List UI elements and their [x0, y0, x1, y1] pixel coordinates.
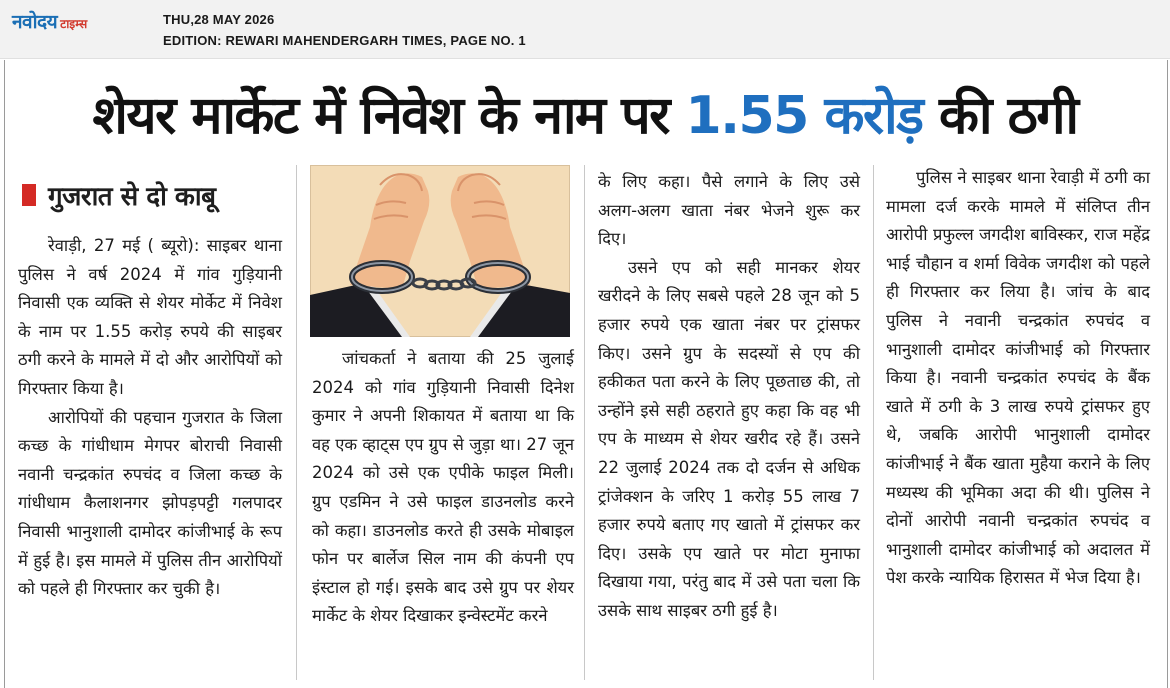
column-4-paragraph-1: पुलिस ने साइबर थाना रेवाड़ी में ठगी का मामला दर्ज करके मामले में संलिप्त तीन आरोपी प्रफुल्ल जगदीश बाविस्कर, राज महेंद्र भाई चौहान व शर्मा विवेक जगदीश को पहले ही गिरफ्तार कर लिया है। जांच के बाद पुलिस ने नवानी चन्द्रकांत रुपचंद व भानुशाली दामोदर कांजीभाई को गिरफ्तार किया है। नवानी चन्द्रकांत रुपचंद के बैंक खाते में ठगी के 3 लाख रुपये ट्रांसफर हुए थे, जबकि आरोपी भानुशाली दामोदर कांजीभाई ने बैंक खाता मुहैया कराने के लिए मध्यस्थ की भूमिका अदा की थी। पुलिस ने दोनों आरोपी नवानी चन्द्रकांत रुपचंद व भानुशाली दामोदर कांजीभाई को अदालत में पेश करके न्यायिक हिरासत में भेज दिया है। [886, 168, 1150, 588]
headline-part-2: की ठगी [922, 86, 1078, 146]
logo-sub-text: टाइम्स [60, 17, 88, 31]
headline-part-1: शेयर मार्केट में निवेश के नाम पर [92, 86, 686, 146]
article-headline [0, 70, 1170, 162]
column-divider [296, 165, 297, 680]
column-3-paragraph-1: के लिए कहा। पैसे लगाने के लिए उसे अलग-अलग खाता नंबर भेजने शुरू कर दिए। [598, 172, 860, 249]
newspaper-logo[interactable] [12, 8, 87, 34]
masthead-bar [0, 0, 1170, 59]
subheading-text: गुजरात से दो काबू [48, 182, 216, 212]
article-subheading [22, 170, 215, 220]
article-photo[interactable] [310, 165, 570, 337]
column-1-paragraph-1: रेवाड़ी, 27 मई ( ब्यूरो): साइबर थाना पुलिस ने वर्ष 2024 में गांव गुड़ियानी निवासी एक व्यक्ति से शेयर मोर्केट में निवेश के नाम पर 1.55 करोड़ रुपये की साइबर ठगी करने के मामले में दो और आरोपियों को गिरफ्तार किया है। [18, 236, 282, 398]
subheading-marker-icon [22, 184, 36, 206]
article-column-1 [18, 232, 282, 682]
column-divider [873, 165, 874, 680]
edition-info [163, 9, 526, 51]
article-column-2 [312, 345, 574, 680]
column-2-paragraph-1: जांचकर्ता ने बताया की 25 जुलाई 2024 को गांव गुड़ियानी निवासी दिनेश कुमार ने अपनी शिकायत में बताया था कि वह एक व्हाट्स एप ग्रुप से जुड़ा था। 27 जून 2024 को उसे एक एपीके फाइल मिली। ग्रुप एडमिन ने उसे फाइल डाउनलोड करने को कहा। डाउनलोड करते ही उसके मोबाइल फोन पर बार्लेज सिल नाम की कंपनी एप इंस्टाल हो गई। इसके बाद उसे ग्रुप पर शेयर मार्केट के शेयर दिखाकर इन्वेस्टमेंट करने [312, 349, 574, 626]
logo-main-text: नवोदय [12, 11, 58, 33]
article-column-3 [598, 168, 860, 668]
column-1-paragraph-2: आरोपियों की पहचान गुजरात के जिला कच्छ के गांधीधाम मेगपर बोराची निवासी नवानी चन्द्रकांत रुपचंद व जिला कच्छ के गांधीधाम कैलाशनगर झोपड़पट्टी गलपादर निवासी भानुशाली दामोदर कांजीभाई के रूप में हुई है। इस मामले में पुलिस तीन आरोपियों को पहले ही गिरफ्तार कर चुकी है। [18, 407, 282, 599]
publication-date: THU,28 MAY 2026 [163, 12, 275, 27]
column-divider [584, 165, 585, 680]
column-3-paragraph-2: उसने एप को सही मानकर शेयर खरीदने के लिए सबसे पहले 28 जून को 5 हजार रुपये एक खाता नंबर पर ट्रांसफर किए। उसने ग्रुप के सदस्यों से एप की हकीकत पता करने के लिए पूछताछ की, तो उन्होंने इसे सही ठहराते हुए कहा कि वह भी एप के माध्यम से शेयर खरीद रहे हैं। उसने 22 जुलाई 2024 तक दो दर्जन से अधिक ट्रांजेक्शन के जरिए 1 करोड़ 55 लाख 7 हजार रुपये बताए गए खातो में ट्रांसफर कर दिए। उसके एप खाते पर मोटा मुनाफा दिखाया गया, परंतु बाद में उसे पता चला कि उसके साथ साइबर ठगी हुई है। [598, 257, 860, 620]
article-column-4 [886, 164, 1150, 664]
headline-highlight: 1.55 करोड़ [685, 86, 923, 146]
edition-name: EDITION: REWARI MAHENDERGARH TIMES, PAGE NO. 1 [163, 33, 526, 48]
handcuffed-hands-icon [310, 165, 570, 337]
